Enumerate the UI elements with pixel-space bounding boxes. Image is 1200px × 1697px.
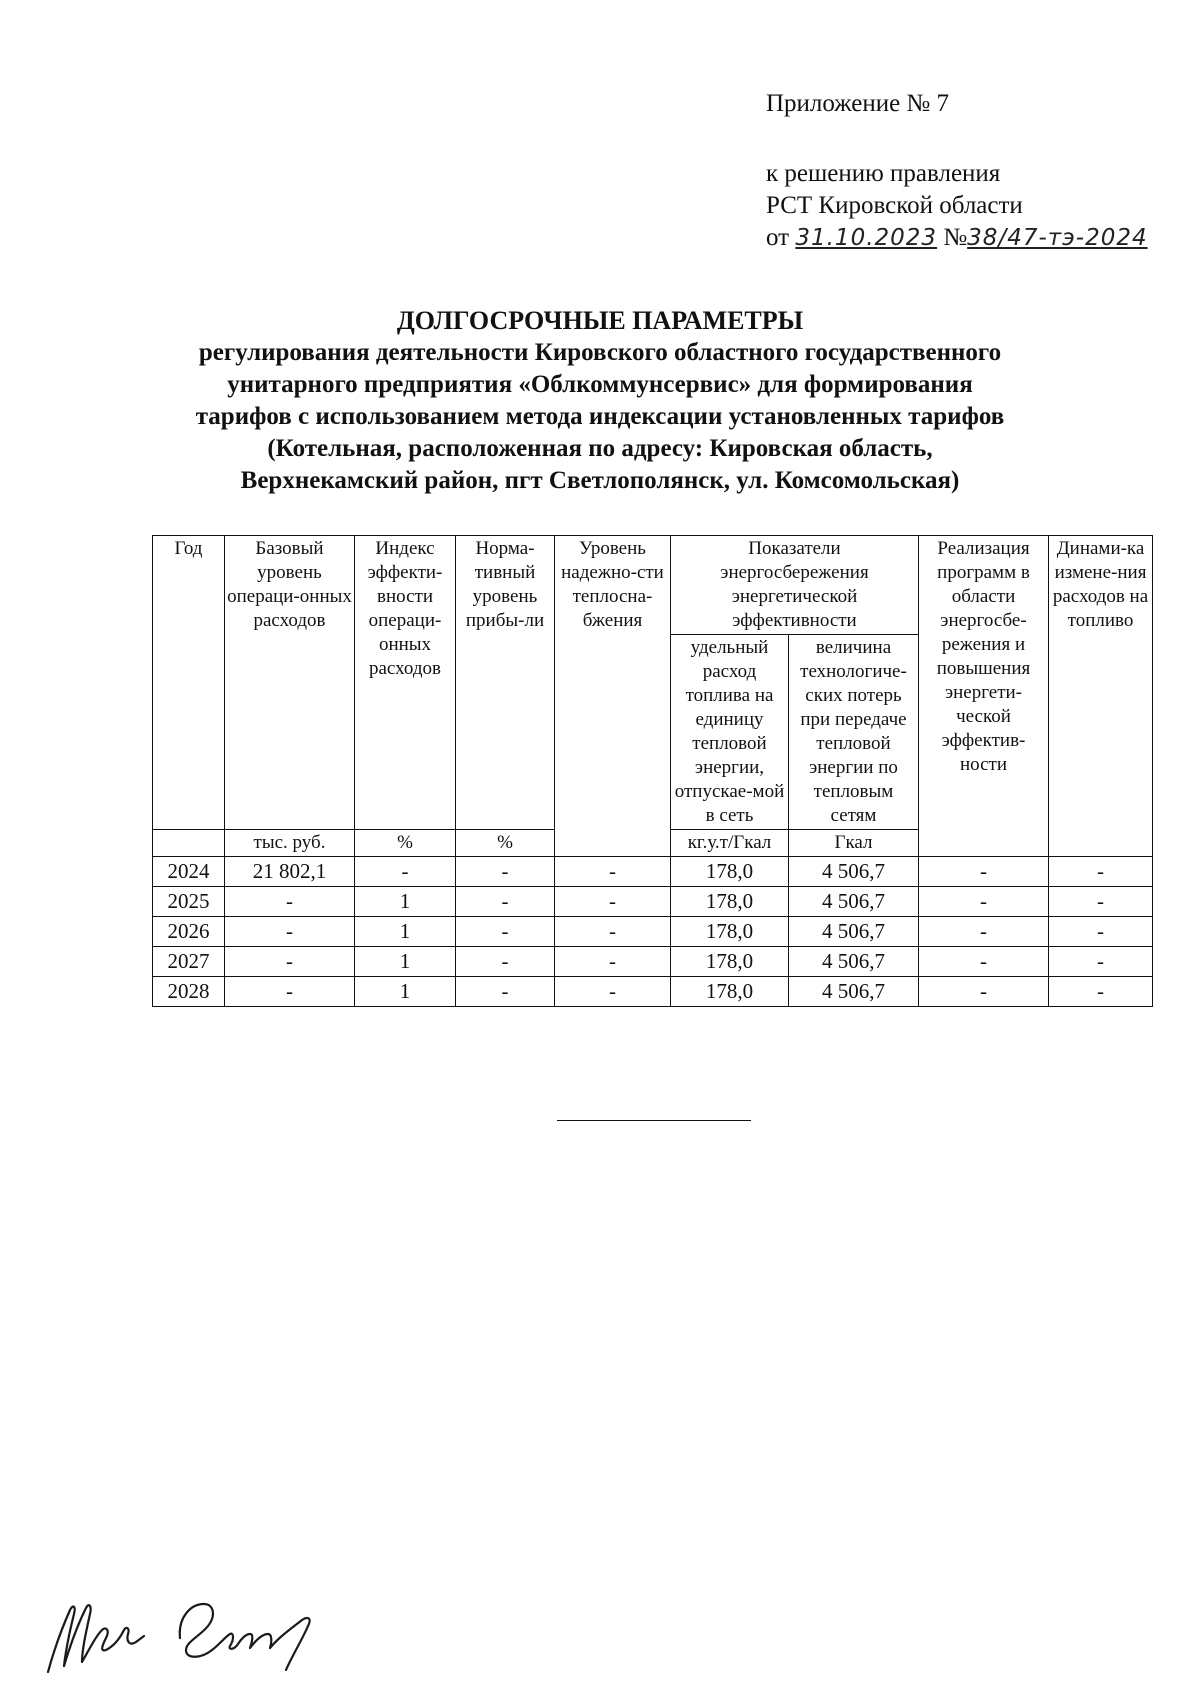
cell-programs: - [919, 857, 1049, 887]
cell-efficiency-index: - [355, 857, 456, 887]
cell-reliability: - [555, 917, 671, 947]
signature-1 [48, 1605, 144, 1672]
end-divider [557, 1120, 751, 1121]
table-row [153, 917, 1153, 947]
cell-base-opex: - [225, 917, 355, 947]
signature-2 [180, 1604, 310, 1670]
unit-efficiency-index: % [355, 830, 456, 857]
annex-title: Приложение № 7 [766, 90, 950, 117]
cell-programs: - [919, 887, 1049, 917]
unit-year [153, 830, 225, 857]
unit-fuel-rate: кг.у.т/Гкал [671, 830, 789, 857]
header-fuel-dynamics: Динами-ка измене-ния расходов на топливо [1049, 536, 1153, 857]
decision-date: 31.10.2023 [795, 225, 938, 251]
cell-base-opex: - [225, 947, 355, 977]
date-prefix: от [766, 224, 790, 251]
unit-base-opex: тыс. руб. [225, 830, 355, 857]
cell-norm-profit: - [456, 977, 555, 1007]
heading-line-2: регулирования деятельности Кировского областного государственного [198, 339, 1002, 366]
annex-date-number-line [766, 222, 1148, 254]
cell-year: 2024 [153, 857, 225, 887]
number-prefix: № [943, 224, 968, 251]
heading-line-4: тарифов с использованием метода индексации установленных тарифов [195, 403, 1005, 430]
header-losses: величина технологиче-ских потерь при передаче тепловой энергии по тепловым сетям [789, 635, 919, 830]
cell-fuel-dynamics: - [1049, 977, 1153, 1007]
table-row [153, 977, 1153, 1007]
cell-losses: 4 506,7 [789, 947, 919, 977]
annex-spacer [766, 120, 1148, 158]
cell-efficiency-index: 1 [355, 947, 456, 977]
cell-fuel-rate: 178,0 [671, 857, 789, 887]
heading-line-5: (Котельная, расположенная по адресу: Кировская область, [267, 435, 933, 462]
cell-fuel-rate: 178,0 [671, 917, 789, 947]
cell-year: 2027 [153, 947, 225, 977]
cell-fuel-dynamics: - [1049, 917, 1153, 947]
cell-norm-profit: - [456, 857, 555, 887]
cell-efficiency-index: 1 [355, 977, 456, 1007]
table-row [153, 947, 1153, 977]
cell-reliability: - [555, 977, 671, 1007]
cell-efficiency-index: 1 [355, 887, 456, 917]
cell-fuel-rate: 178,0 [671, 947, 789, 977]
annex-authority-line: РСТ Кировской области [766, 192, 1023, 219]
annex-decision-line: к решению правления [766, 160, 1001, 187]
cell-norm-profit: - [456, 917, 555, 947]
cell-year: 2028 [153, 977, 225, 1007]
heading-line-6: Верхнекамский район, пгт Светлополянск, ул. Комсомольская) [240, 467, 960, 494]
unit-norm-profit: % [456, 830, 555, 857]
header-fuel-rate: удельный расход топлива на единицу тепловой энергии, отпускае-мой в сеть [671, 635, 789, 830]
cell-losses: 4 506,7 [789, 977, 919, 1007]
header-programs: Реализация программ в области энергосбе-режения и повышения энергети-ческой эффектив-ности [919, 536, 1049, 857]
cell-base-opex: - [225, 887, 355, 917]
cell-fuel-dynamics: - [1049, 947, 1153, 977]
heading-title: ДОЛГОСРОЧНЫЕ ПАРАМЕТРЫ [396, 306, 804, 335]
cell-programs: - [919, 947, 1049, 977]
decision-number: 38/47-тэ-2024 [967, 225, 1148, 251]
cell-base-opex: - [225, 977, 355, 1007]
cell-norm-profit: - [456, 887, 555, 917]
header-norm-profit: Норма-тивный уровень прибы-ли [456, 536, 555, 830]
cell-programs: - [919, 917, 1049, 947]
cell-fuel-dynamics: - [1049, 887, 1153, 917]
parameters-table [152, 535, 1153, 1007]
cell-reliability: - [555, 947, 671, 977]
cell-losses: 4 506,7 [789, 857, 919, 887]
handwritten-signatures [40, 1590, 380, 1680]
table-row [153, 887, 1153, 917]
table-row [153, 857, 1153, 887]
header-base-opex: Базовый уровень операци-онных расходов [225, 536, 355, 830]
header-row-1 [153, 536, 1153, 635]
cell-year: 2026 [153, 917, 225, 947]
unit-losses: Гкал [789, 830, 919, 857]
cell-fuel-rate: 178,0 [671, 977, 789, 1007]
cell-base-opex: 21 802,1 [225, 857, 355, 887]
cell-year: 2025 [153, 887, 225, 917]
header-energy-saving: Показатели энергосбережения энергетической эффективности [671, 536, 919, 635]
cell-losses: 4 506,7 [789, 887, 919, 917]
cell-losses: 4 506,7 [789, 917, 919, 947]
cell-programs: - [919, 977, 1049, 1007]
heading-line-3: унитарного предприятия «Облкоммунсервис» для формирования [227, 371, 973, 398]
cell-efficiency-index: 1 [355, 917, 456, 947]
header-reliability: Уровень надежно-сти теплосна-бжения [555, 536, 671, 857]
document-heading [0, 305, 1200, 497]
cell-reliability: - [555, 887, 671, 917]
header-efficiency-index: Индекс эффекти-вности операци-онных расходов [355, 536, 456, 830]
cell-fuel-rate: 178,0 [671, 887, 789, 917]
cell-fuel-dynamics: - [1049, 857, 1153, 887]
cell-norm-profit: - [456, 947, 555, 977]
header-year: Год [153, 536, 225, 830]
cell-reliability: - [555, 857, 671, 887]
annex-block [766, 88, 1148, 254]
